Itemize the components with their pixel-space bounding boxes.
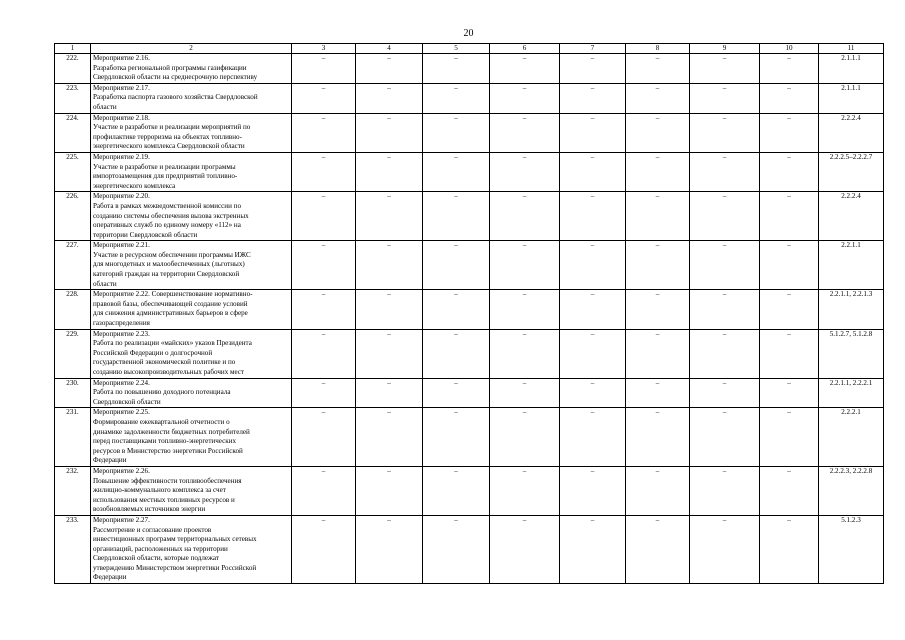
column-header: 1 bbox=[55, 44, 91, 54]
target-code: 2.1.1.1 bbox=[819, 54, 884, 84]
column-header: 3 bbox=[292, 44, 356, 54]
value-cell: – bbox=[292, 241, 356, 290]
column-header: 8 bbox=[626, 44, 690, 54]
description-line: Повышение эффективности топливообеспечения bbox=[93, 476, 242, 485]
description-line: возобновляемых источников энергии bbox=[93, 505, 206, 514]
value-cell: – bbox=[760, 83, 819, 113]
row-number: 232. bbox=[55, 466, 91, 515]
description-line: Мероприятие 2.24. bbox=[93, 378, 150, 387]
table-row bbox=[55, 378, 884, 408]
value-cell: – bbox=[690, 83, 760, 113]
value-cell: – bbox=[356, 192, 423, 241]
description-line: утверждению Министерством энергетики Российской bbox=[93, 563, 257, 572]
target-code: 2.2.1.1, 2.2.2.1 bbox=[819, 378, 884, 408]
description-line: Мероприятие 2.22. Совершенствование нормативно- bbox=[93, 290, 253, 299]
description-line: Российской Федерации о долгосрочной bbox=[93, 348, 213, 357]
value-cell: – bbox=[760, 378, 819, 408]
value-cell: – bbox=[760, 329, 819, 378]
description-line: Федерации bbox=[93, 573, 127, 582]
description-line: энергетического комплекса bbox=[93, 181, 176, 190]
target-code: 2.2.2.3, 2.2.2.8 bbox=[819, 466, 884, 515]
description-line: Работа в рамках межведомственной комиссии по bbox=[93, 201, 241, 210]
description-line: Свердловской области bbox=[93, 397, 161, 406]
column-header: 2 bbox=[91, 44, 292, 54]
value-cell: – bbox=[490, 378, 560, 408]
target-code: 2.1.1.1 bbox=[819, 83, 884, 113]
value-cell: – bbox=[626, 83, 690, 113]
table-row bbox=[55, 408, 884, 467]
description-line: для многодетных и малообеспеченных (льготных) bbox=[93, 260, 245, 269]
target-code: 2.2.2.4 bbox=[819, 113, 884, 152]
table-row bbox=[55, 515, 884, 583]
activity-description bbox=[91, 241, 292, 290]
activity-description bbox=[91, 515, 292, 583]
value-cell: – bbox=[760, 408, 819, 467]
row-number: 231. bbox=[55, 408, 91, 467]
description-line: динамике задолженности бюджетных потребителей bbox=[93, 427, 250, 436]
table-header-row bbox=[55, 44, 884, 54]
value-cell: – bbox=[292, 466, 356, 515]
description-line: Мероприятие 2.17. bbox=[93, 83, 150, 92]
value-cell: – bbox=[292, 83, 356, 113]
activities-table bbox=[54, 43, 884, 584]
value-cell: – bbox=[560, 378, 626, 408]
table-body bbox=[55, 54, 884, 584]
column-header: 10 bbox=[760, 44, 819, 54]
value-cell: – bbox=[292, 192, 356, 241]
value-cell: – bbox=[690, 408, 760, 467]
row-number: 226. bbox=[55, 192, 91, 241]
value-cell: – bbox=[626, 329, 690, 378]
table-row bbox=[55, 113, 884, 152]
description-line: Свердловской области, которые подлежат bbox=[93, 554, 219, 563]
value-cell: – bbox=[690, 378, 760, 408]
description-line: Формирование ежеквартальной отчетности о bbox=[93, 417, 230, 426]
column-header: 9 bbox=[690, 44, 760, 54]
value-cell: – bbox=[423, 113, 490, 152]
target-code: 2.2.1.1 bbox=[819, 241, 884, 290]
column-header: 6 bbox=[490, 44, 560, 54]
value-cell: – bbox=[760, 192, 819, 241]
activity-description bbox=[91, 113, 292, 152]
value-cell: – bbox=[292, 152, 356, 191]
value-cell: – bbox=[690, 241, 760, 290]
target-code: 2.2.2.1 bbox=[819, 408, 884, 467]
row-number: 222. bbox=[55, 54, 91, 84]
target-code: 5.1.2.3 bbox=[819, 515, 884, 583]
value-cell: – bbox=[626, 192, 690, 241]
description-line: Участие в разработке и реализации программы bbox=[93, 162, 236, 171]
value-cell: – bbox=[560, 54, 626, 84]
description-line: инвестиционных программ территориальных сетевых bbox=[93, 535, 257, 544]
value-cell: – bbox=[760, 241, 819, 290]
value-cell: – bbox=[626, 408, 690, 467]
description-line: правовой базы, обеспечивающей создание условий bbox=[93, 299, 248, 308]
row-number: 227. bbox=[55, 241, 91, 290]
value-cell: – bbox=[490, 54, 560, 84]
activity-description bbox=[91, 192, 292, 241]
table-row bbox=[55, 54, 884, 84]
value-cell: – bbox=[292, 515, 356, 583]
value-cell: – bbox=[626, 466, 690, 515]
column-header: 5 bbox=[423, 44, 490, 54]
value-cell: – bbox=[560, 241, 626, 290]
value-cell: – bbox=[356, 152, 423, 191]
description-line: территории Свердловской области bbox=[93, 230, 198, 239]
value-cell: – bbox=[292, 378, 356, 408]
description-line: импортозамещения для предприятий топливно- bbox=[93, 172, 238, 181]
description-line: перед поставщиками топливно-энергетических bbox=[93, 437, 237, 446]
value-cell: – bbox=[626, 241, 690, 290]
column-header: 4 bbox=[356, 44, 423, 54]
activity-description bbox=[91, 466, 292, 515]
value-cell: – bbox=[560, 192, 626, 241]
description-line: созданию высокопроизводительных рабочих мест bbox=[93, 368, 245, 376]
description-line: Участие в разработке и реализации мероприятий по bbox=[93, 123, 251, 132]
value-cell: – bbox=[560, 152, 626, 191]
description-line: Участие в ресурсном обеспечении программы ИЖС bbox=[93, 250, 251, 259]
value-cell: – bbox=[626, 152, 690, 191]
description-line: Свердловской области на среднесрочную перспективу bbox=[93, 73, 258, 82]
row-number: 233. bbox=[55, 515, 91, 583]
value-cell: – bbox=[490, 515, 560, 583]
value-cell: – bbox=[490, 113, 560, 152]
value-cell: – bbox=[690, 152, 760, 191]
value-cell: – bbox=[560, 408, 626, 467]
value-cell: – bbox=[490, 152, 560, 191]
description-line: для снижения административных барьеров в сфере bbox=[93, 309, 248, 318]
value-cell: – bbox=[760, 152, 819, 191]
activity-description bbox=[91, 378, 292, 408]
description-line: Мероприятие 2.25. bbox=[93, 408, 150, 417]
description-line: жилищно-коммунального комплекса за счет bbox=[93, 486, 226, 495]
description-line: области bbox=[93, 102, 117, 111]
activity-description bbox=[91, 152, 292, 191]
value-cell: – bbox=[356, 83, 423, 113]
description-line: Мероприятие 2.16. bbox=[93, 54, 150, 62]
table-row bbox=[55, 329, 884, 378]
description-line: Разработка региональной программы газификации bbox=[93, 63, 247, 72]
value-cell: – bbox=[356, 515, 423, 583]
value-cell: – bbox=[560, 329, 626, 378]
row-number: 230. bbox=[55, 378, 91, 408]
value-cell: – bbox=[292, 113, 356, 152]
value-cell: – bbox=[490, 466, 560, 515]
table-row bbox=[55, 83, 884, 113]
value-cell: – bbox=[560, 290, 626, 329]
value-cell: – bbox=[356, 290, 423, 329]
description-line: государственной экономической политике и по bbox=[93, 358, 236, 367]
value-cell: – bbox=[490, 83, 560, 113]
table-row bbox=[55, 290, 884, 329]
value-cell: – bbox=[490, 241, 560, 290]
value-cell: – bbox=[356, 241, 423, 290]
description-line: организаций, расположенных на территории bbox=[93, 544, 228, 553]
value-cell: – bbox=[690, 192, 760, 241]
value-cell: – bbox=[690, 515, 760, 583]
value-cell: – bbox=[690, 290, 760, 329]
value-cell: – bbox=[760, 515, 819, 583]
description-line: Федерации bbox=[93, 456, 127, 465]
value-cell: – bbox=[490, 408, 560, 467]
activity-description bbox=[91, 54, 292, 84]
value-cell: – bbox=[490, 290, 560, 329]
description-line: области bbox=[93, 279, 117, 288]
value-cell: – bbox=[423, 54, 490, 84]
column-header: 7 bbox=[560, 44, 626, 54]
value-cell: – bbox=[423, 152, 490, 191]
value-cell: – bbox=[423, 466, 490, 515]
value-cell: – bbox=[423, 329, 490, 378]
value-cell: – bbox=[690, 329, 760, 378]
value-cell: – bbox=[423, 241, 490, 290]
target-code: 2.2.1.1, 2.2.1.3 bbox=[819, 290, 884, 329]
value-cell: – bbox=[760, 466, 819, 515]
value-cell: – bbox=[760, 54, 819, 84]
value-cell: – bbox=[626, 290, 690, 329]
value-cell: – bbox=[490, 192, 560, 241]
target-code: 5.1.2.7, 5.1.2.8 bbox=[819, 329, 884, 378]
description-line: категорий граждан на территории Свердловской bbox=[93, 270, 240, 279]
description-line: Рассмотрение и согласование проектов bbox=[93, 525, 212, 534]
row-number: 228. bbox=[55, 290, 91, 329]
table-row bbox=[55, 241, 884, 290]
row-number: 223. bbox=[55, 83, 91, 113]
value-cell: – bbox=[423, 290, 490, 329]
description-line: Мероприятие 2.20. bbox=[93, 192, 150, 201]
target-code: 2.2.2.5–2.2.2.7 bbox=[819, 152, 884, 191]
description-line: энергетического комплекса Свердловской области bbox=[93, 142, 245, 151]
value-cell: – bbox=[560, 466, 626, 515]
activity-description bbox=[91, 408, 292, 467]
page-number: 20 bbox=[463, 28, 474, 39]
value-cell: – bbox=[356, 54, 423, 84]
column-header: 11 bbox=[819, 44, 884, 54]
value-cell: – bbox=[560, 515, 626, 583]
value-cell: – bbox=[626, 515, 690, 583]
row-number: 229. bbox=[55, 329, 91, 378]
description-line: Мероприятие 2.19. bbox=[93, 152, 150, 161]
value-cell: – bbox=[690, 466, 760, 515]
description-line: созданию системы обеспечения вызова экстренных bbox=[93, 211, 249, 220]
description-line: Работа по реализации «майских» указов Президента bbox=[93, 339, 252, 348]
value-cell: – bbox=[356, 408, 423, 467]
value-cell: – bbox=[626, 378, 690, 408]
value-cell: – bbox=[626, 54, 690, 84]
value-cell: – bbox=[356, 329, 423, 378]
description-line: ресурсов в Министерство энергетики Российской bbox=[93, 446, 243, 455]
value-cell: – bbox=[760, 113, 819, 152]
description-line: Мероприятие 2.18. bbox=[93, 113, 150, 122]
description-line: Мероприятие 2.23. bbox=[93, 329, 150, 338]
description-line: Разработка паспорта газового хозяйства Свердловской bbox=[93, 93, 258, 102]
value-cell: – bbox=[423, 378, 490, 408]
description-line: Мероприятие 2.26. bbox=[93, 466, 150, 475]
description-line: профилактике терроризма на объектах топливно- bbox=[93, 132, 242, 141]
value-cell: – bbox=[292, 408, 356, 467]
value-cell: – bbox=[560, 113, 626, 152]
value-cell: – bbox=[423, 83, 490, 113]
value-cell: – bbox=[423, 192, 490, 241]
value-cell: – bbox=[356, 113, 423, 152]
activity-description bbox=[91, 329, 292, 378]
activity-description bbox=[91, 290, 292, 329]
description-line: оперативных служб по единому номеру «112» на bbox=[93, 221, 241, 230]
table-row bbox=[55, 152, 884, 191]
table-row bbox=[55, 466, 884, 515]
value-cell: – bbox=[356, 378, 423, 408]
value-cell: – bbox=[690, 113, 760, 152]
value-cell: – bbox=[292, 329, 356, 378]
value-cell: – bbox=[292, 54, 356, 84]
value-cell: – bbox=[423, 408, 490, 467]
value-cell: – bbox=[490, 329, 560, 378]
value-cell: – bbox=[356, 466, 423, 515]
target-code: 2.2.2.4 bbox=[819, 192, 884, 241]
row-number: 225. bbox=[55, 152, 91, 191]
description-line: использования местных топливных ресурсов и bbox=[93, 495, 235, 504]
value-cell: – bbox=[292, 290, 356, 329]
activity-description bbox=[91, 83, 292, 113]
value-cell: – bbox=[626, 113, 690, 152]
description-line: Мероприятие 2.21. bbox=[93, 241, 150, 250]
description-line: Работа по повышению доходного потенциала bbox=[93, 388, 231, 397]
table-row bbox=[55, 192, 884, 241]
value-cell: – bbox=[690, 54, 760, 84]
value-cell: – bbox=[423, 515, 490, 583]
description-line: газораспределения bbox=[93, 319, 150, 328]
row-number: 224. bbox=[55, 113, 91, 152]
value-cell: – bbox=[760, 290, 819, 329]
value-cell: – bbox=[560, 83, 626, 113]
description-line: Мероприятие 2.27. bbox=[93, 515, 150, 524]
